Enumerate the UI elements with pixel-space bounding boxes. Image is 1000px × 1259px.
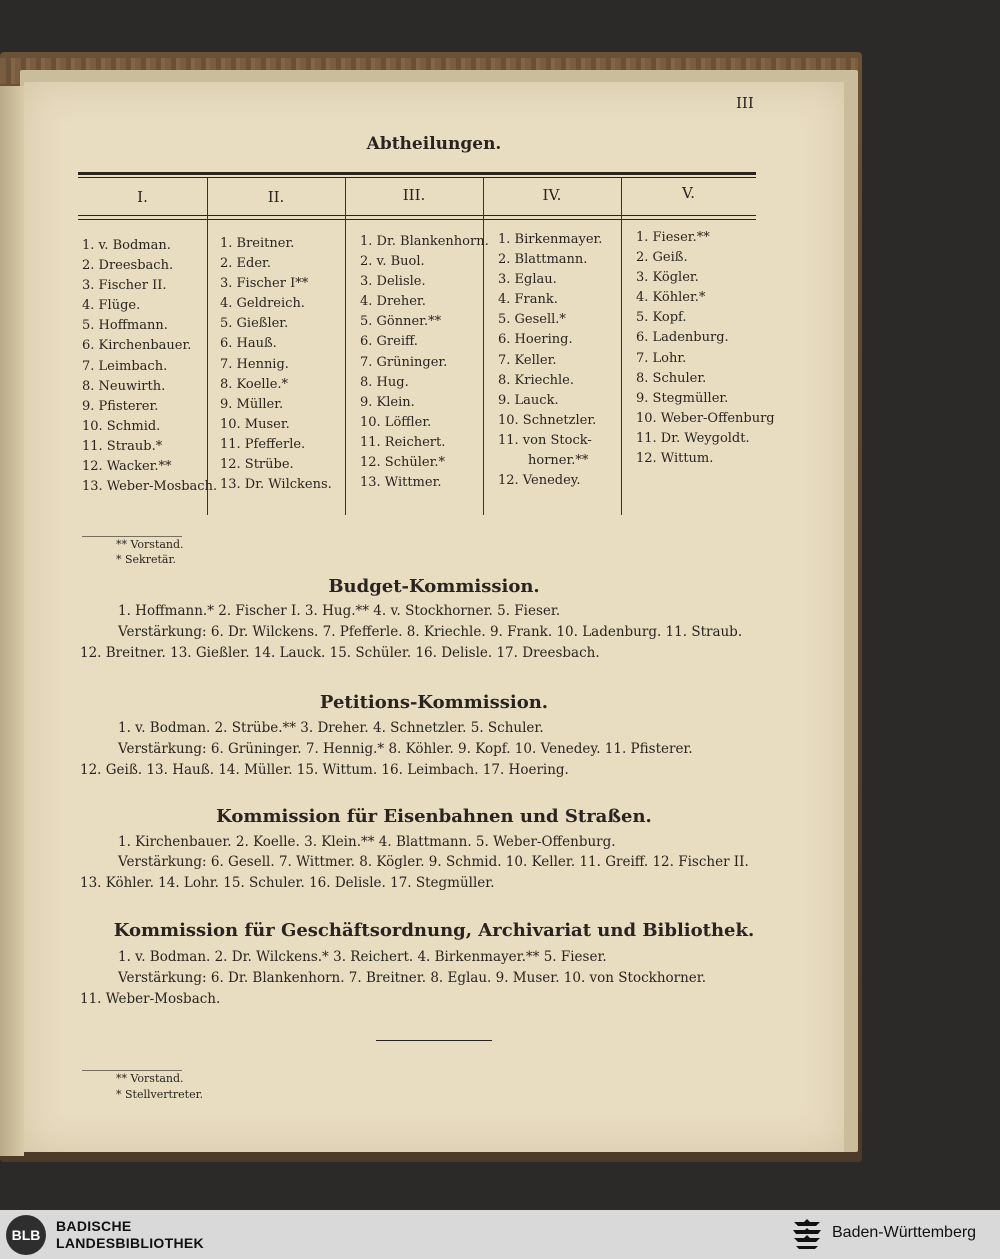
- list-item: 5. Hoffmann.: [82, 318, 168, 334]
- list-item: 3. Fischer I**: [220, 276, 309, 292]
- column-list-5: [636, 228, 775, 469]
- column-list-3: [360, 232, 489, 493]
- footnote-stellvertreter: * Stellvertreter.: [116, 1088, 204, 1101]
- footnote-sekretaer: * Sekretär.: [116, 553, 177, 566]
- list-item: 10. Schnetzler.: [498, 412, 597, 428]
- list-item: 9. Stegmüller.: [636, 390, 729, 406]
- table-header-rule-2: [78, 219, 756, 220]
- list-item: 3. Kögler.: [636, 270, 699, 286]
- list-item: 4. Dreher.: [360, 294, 426, 310]
- list-item: 13. Dr. Wilckens.: [220, 477, 332, 493]
- footnote-vorstand: ** Vorstand.: [116, 538, 184, 551]
- list-item: 8. Schuler.: [636, 370, 707, 386]
- column-heading-5: V.: [682, 184, 695, 202]
- list-item: 11. Dr. Weygoldt.: [636, 430, 750, 446]
- state-name[interactable]: Baden-Württemberg: [832, 1224, 977, 1241]
- list-item: 6. Ladenburg.: [636, 330, 729, 346]
- list-item: 2. v. Buol.: [360, 254, 425, 270]
- list-item: 5. Gießler.: [220, 316, 289, 332]
- library-name-line-1: BADISCHE: [56, 1218, 132, 1234]
- list-item: 7. Keller.: [498, 352, 557, 368]
- list-item: 3. Delisle.: [360, 274, 426, 290]
- list-item: horner.**: [528, 453, 589, 469]
- list-item: 6. Kirchenbauer.: [82, 338, 192, 354]
- budget-line-3: 12. Breitner. 13. Gießler. 14. Lauck. 15. Schüler. 16. Delisle. 17. Dreesbach.: [80, 645, 600, 661]
- list-item: 7. Lohr.: [636, 350, 687, 366]
- list-item: 10. Löffler.: [360, 414, 432, 430]
- list-item: 13. Wittmer.: [360, 475, 442, 491]
- list-item: 4. Flüge.: [82, 298, 141, 314]
- petitions-line-3: 12. Geiß. 13. Hauß. 14. Müller. 15. Wittum. 16. Leimbach. 17. Hoering.: [80, 762, 569, 778]
- list-item: 7. Leimbach.: [82, 358, 168, 374]
- list-item: 2. Geiß.: [636, 250, 688, 266]
- column-heading-4: IV.: [542, 186, 562, 204]
- list-item: 1. Fieser.**: [636, 230, 710, 245]
- rules-title: Kommission für Geschäftsordnung, Archivariat und Bibliothek.: [113, 920, 755, 941]
- column-divider: [345, 177, 346, 515]
- list-item: 2. Eder.: [220, 256, 271, 272]
- column-list-4: [498, 230, 602, 491]
- list-item: 10. Weber-Offenburg: [636, 410, 775, 426]
- list-item: 3. Fischer II.: [82, 278, 167, 294]
- budget-title: Budget-Kommission.: [328, 576, 540, 597]
- list-item: 8. Hug.: [360, 374, 409, 390]
- list-item: 6. Hauß.: [220, 336, 277, 352]
- list-item: 8. Neuwirth.: [82, 378, 166, 394]
- column-divider: [621, 177, 622, 515]
- footnote-rule: [82, 1070, 182, 1071]
- list-item: 7. Grüninger.: [360, 354, 448, 370]
- blb-logo-icon[interactable]: BLB: [6, 1215, 46, 1255]
- table-top-rule-thin: [78, 177, 756, 178]
- petitions-title: Petitions-Kommission.: [319, 692, 549, 713]
- railways-line-1: 1. Kirchenbauer. 2. Koelle. 3. Klein.** 4. Blattmann. 5. Weber-Offenburg.: [118, 834, 616, 850]
- list-item: 1. Breitner.: [220, 236, 295, 251]
- budget-line-1: 1. Hoffmann.* 2. Fischer I. 3. Hug.** 4. v. Stockhorner. 5. Fieser.: [118, 603, 561, 619]
- list-item: 10. Muser.: [220, 416, 290, 432]
- list-item: 11. Reichert.: [360, 434, 446, 450]
- list-item: 4. Geldreich.: [220, 296, 305, 312]
- railways-line-3: 13. Köhler. 14. Lohr. 15. Schuler. 16. Delisle. 17. Stegmüller.: [80, 875, 495, 891]
- list-item: 1. v. Bodman.: [82, 238, 171, 253]
- library-name[interactable]: [56, 1218, 204, 1252]
- list-item: 1. Dr. Blankenhorn.: [360, 234, 489, 249]
- list-item: 11. Straub.*: [82, 438, 163, 454]
- list-item: 13. Weber-Mosbach.: [82, 479, 218, 495]
- list-item: 5. Gönner.**: [360, 314, 442, 330]
- list-item: 12. Wittum.: [636, 451, 714, 467]
- table-header-rule: [78, 215, 756, 216]
- column-heading-2: II.: [267, 188, 285, 206]
- list-item: 6. Greiff.: [360, 334, 418, 350]
- list-item: 10. Schmid.: [82, 418, 161, 434]
- list-item: 9. Müller.: [220, 396, 284, 412]
- list-item: 4. Köhler.*: [636, 290, 706, 306]
- petitions-line-1: 1. v. Bodman. 2. Strübe.** 3. Dreher. 4. Schnetzler. 5. Schuler.: [118, 720, 544, 736]
- facing-page-edge: [0, 86, 24, 1156]
- list-item: 12. Venedey.: [498, 473, 581, 489]
- list-item: 9. Klein.: [360, 394, 415, 410]
- list-item: 2. Blattmann.: [498, 252, 588, 268]
- list-item: 5. Kopf.: [636, 310, 687, 326]
- library-name-line-2: LANDESBIBLIOTHEK: [56, 1235, 204, 1251]
- railways-title: Kommission für Eisenbahnen und Straßen.: [216, 806, 652, 827]
- rules-line-2: Verstärkung: 6. Dr. Blankenhorn. 7. Breitner. 8. Eglau. 9. Muser. 10. von Stockhorner.: [118, 970, 707, 986]
- document-page: [24, 82, 844, 1152]
- list-item: 9. Pfisterer.: [82, 398, 159, 414]
- list-item: 4. Frank.: [498, 292, 558, 308]
- list-item: 12. Schüler.*: [360, 455, 446, 471]
- list-item: 9. Lauck.: [498, 392, 559, 408]
- column-heading-3: III.: [402, 186, 426, 204]
- list-item: 8. Kriechle.: [498, 372, 574, 388]
- list-item: 6. Hoering.: [498, 332, 573, 348]
- column-list-1: [82, 236, 217, 497]
- list-item: 3. Eglau.: [498, 272, 557, 288]
- footnote-rule: [82, 536, 182, 537]
- page-number: III: [736, 94, 754, 112]
- column-list-2: [220, 234, 332, 495]
- list-item: 8. Koelle.*: [220, 376, 289, 392]
- list-item: 11. Pfefferle.: [220, 436, 306, 452]
- list-item: 11. von Stock-: [498, 432, 592, 448]
- baden-wuerttemberg-lions-icon: [790, 1216, 824, 1252]
- table-top-rule: [78, 172, 756, 175]
- footnote-vorstand-2: ** Vorstand.: [116, 1072, 184, 1085]
- list-item: 1. Birkenmayer.: [498, 232, 603, 247]
- rules-line-1: 1. v. Bodman. 2. Dr. Wilckens.* 3. Reichert. 4. Birkenmayer.** 5. Fieser.: [118, 949, 607, 965]
- abtheilungen-title: Abtheilungen.: [366, 134, 502, 154]
- list-item: 12. Wacker.**: [82, 459, 172, 475]
- section-end-rule: [376, 1040, 492, 1041]
- petitions-line-2: Verstärkung: 6. Grüninger. 7. Hennig.* 8. Köhler. 9. Kopf. 10. Venedey. 11. Pfisterer.: [118, 741, 693, 757]
- column-heading-1: I.: [137, 188, 148, 206]
- list-item: 5. Gesell.*: [498, 312, 566, 328]
- rules-line-3: 11. Weber-Mosbach.: [80, 991, 221, 1007]
- railways-line-2: Verstärkung: 6. Gesell. 7. Wittmer. 8. Kögler. 9. Schmid. 10. Keller. 11. Greiff. 12. Fischer II.: [118, 854, 749, 870]
- list-item: 12. Strübe.: [220, 457, 294, 473]
- budget-line-2: Verstärkung: 6. Dr. Wilckens. 7. Pfefferle. 8. Kriechle. 9. Frank. 10. Ladenburg. 11. Straub.: [118, 624, 743, 640]
- list-item: 7. Hennig.: [220, 356, 289, 372]
- list-item: 2. Dreesbach.: [82, 258, 174, 274]
- viewer-footer-bar: [0, 1210, 1000, 1259]
